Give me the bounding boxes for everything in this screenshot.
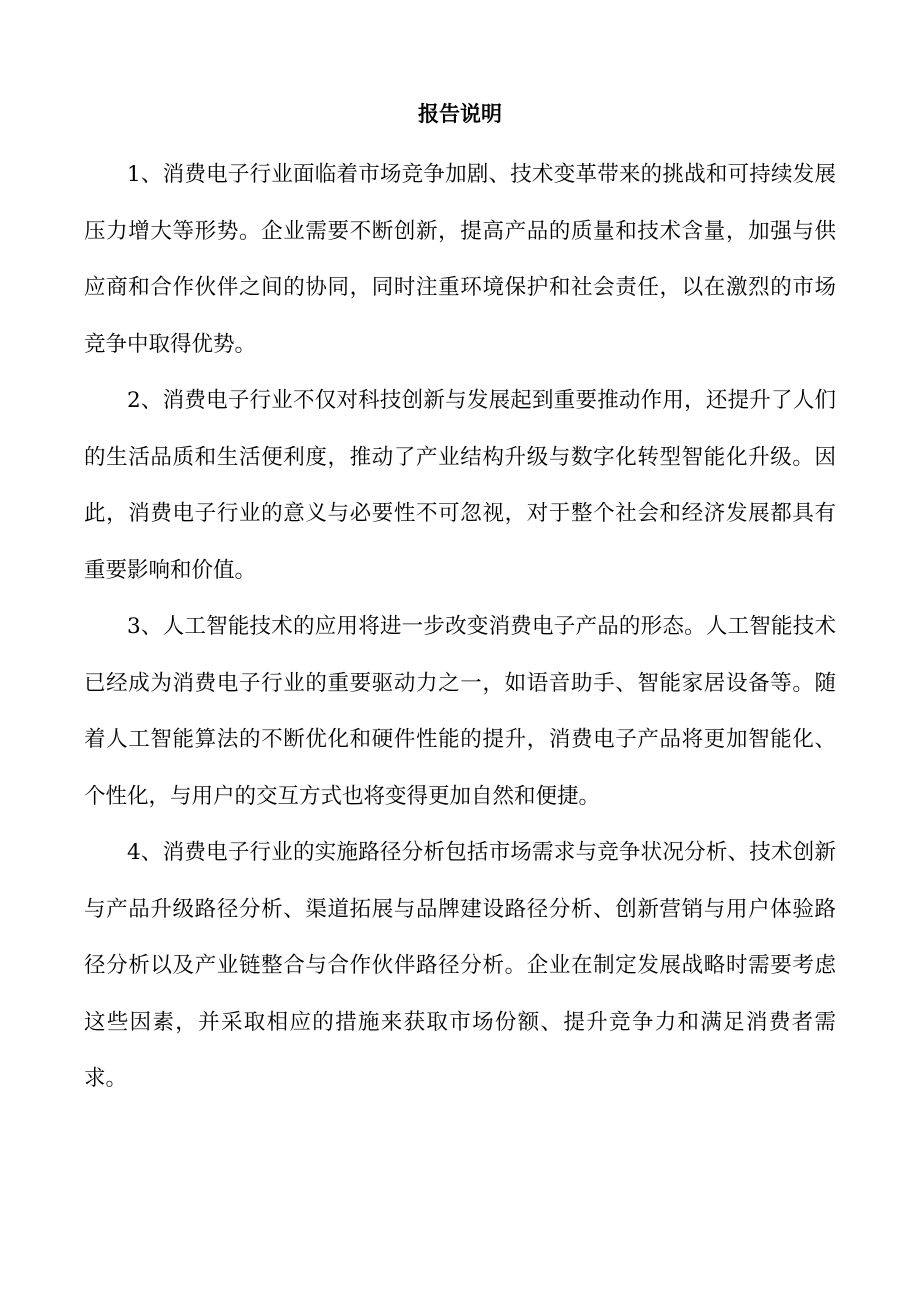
document-page — [84, 0, 836, 1301]
document-title: 报告说明 — [418, 101, 502, 126]
paragraph-4: 4、消费电子行业的实施路径分析包括市场需求与竞争状况分析、技术创新与产品升级路径分析、渠道拓展与品牌建设路径分析、创新营销与用户体验路径分析以及产业链整合与合作伙伴路径分析。企业在制定发展战略时需要考虑这些因素，并采取相应的措施来获取市场份额、提升竞争力和满足消费者需求。 — [84, 840, 836, 1091]
paragraph-3: 3、人工智能技术的应用将进一步改变消费电子产品的形态。人工智能技术已经成为消费电子行业的重要驱动力之一，如语音助手、智能家居设备等。随着人工智能算法的不断优化和硬件性能的提升，消费电子产品将更加智能化、个性化，与用户的交互方式也将变得更加自然和便捷。 — [84, 614, 836, 809]
paragraph-1: 1、消费电子行业面临着市场竞争加剧、技术变革带来的挑战和可持续发展压力增大等形势。企业需要不断创新，提高产品的质量和技术含量，加强与供应商和合作伙伴之间的协同，同时注重环境保护和社会责任，以在激烈的市场竞争中取得优势。 — [84, 162, 836, 357]
paragraph-2: 2、消费电子行业不仅对科技创新与发展起到重要推动作用，还提升了人们的生活品质和生活便利度，推动了产业结构升级与数字化转型智能化升级。因此，消费电子行业的意义与必要性不可忽视，对于整个社会和经济发展都具有重要影响和价值。 — [84, 388, 836, 583]
